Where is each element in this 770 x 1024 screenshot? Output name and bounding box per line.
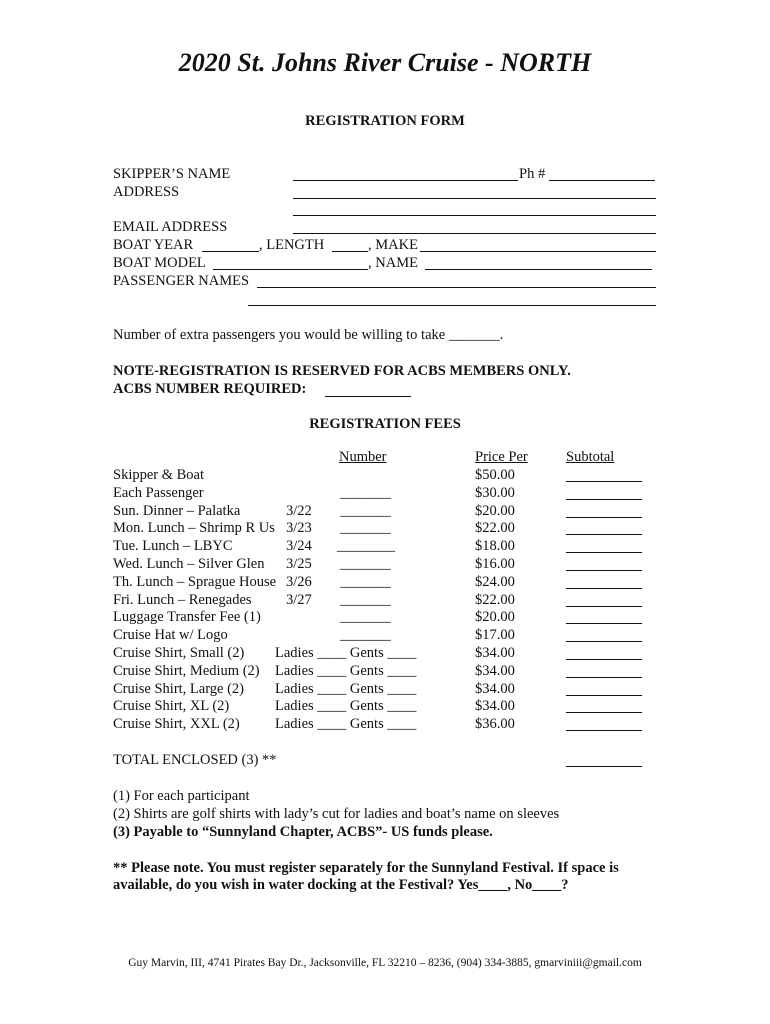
fee-price: $34.00	[475, 645, 515, 661]
fee-price: $34.00	[475, 698, 515, 714]
footnote-3: (3) Payable to “Sunnyland Chapter, ACBS”- US funds please.	[113, 824, 493, 840]
note-members-only: NOTE-REGISTRATION IS RESERVED FOR ACBS MEMBERS ONLY.	[113, 363, 571, 379]
fee-item-label: Mon. Lunch – Shrimp R Us	[113, 520, 275, 536]
fee-price: $20.00	[475, 609, 515, 625]
fee-item-label: Each Passenger	[113, 485, 204, 501]
footnote-1: (1) For each participant	[113, 788, 250, 804]
fee-subtotal-field[interactable]	[566, 534, 642, 535]
fee-number-field[interactable]: _______	[340, 609, 391, 625]
fee-number-field[interactable]: Ladies ____ Gents ____	[275, 681, 417, 697]
fee-number-field[interactable]: _______	[340, 574, 391, 590]
fee-number-field[interactable]: _______	[340, 485, 391, 501]
boat-year-label: BOAT YEAR	[113, 237, 194, 253]
fee-subtotal-field[interactable]	[566, 730, 642, 731]
fee-number-field[interactable]: _______	[340, 503, 391, 519]
fee-subtotal-field[interactable]	[566, 481, 642, 482]
fee-item-date: 3/23	[286, 520, 312, 536]
total-enclosed-field[interactable]	[566, 766, 642, 767]
passenger-names-label: PASSENGER NAMES	[113, 273, 250, 289]
total-enclosed-label: TOTAL ENCLOSED (3) **	[113, 752, 277, 768]
fee-item-label: Fri. Lunch – Renegades	[113, 592, 252, 608]
fee-item-label: Cruise Shirt, XL (2)	[113, 698, 230, 714]
fee-item-label: Th. Lunch – Sprague House	[113, 574, 277, 590]
footnote-2: (2) Shirts are golf shirts with lady’s cut for ladies and boat’s name on sleeves	[113, 806, 560, 822]
phone-field[interactable]	[549, 180, 655, 181]
form-heading: REGISTRATION FORM	[305, 113, 465, 129]
fee-price: $20.00	[475, 503, 515, 519]
fee-subtotal-field[interactable]	[566, 552, 642, 553]
address-field-1[interactable]	[293, 198, 656, 199]
fee-item-label: Cruise Shirt, XXL (2)	[113, 716, 240, 732]
boat-name-field[interactable]	[425, 269, 652, 270]
fee-subtotal-field[interactable]	[566, 695, 642, 696]
address-label: ADDRESS	[113, 184, 180, 200]
fee-number-field[interactable]: Ladies ____ Gents ____	[275, 716, 417, 732]
fee-price: $34.00	[475, 663, 515, 679]
passenger-names-field-1[interactable]	[257, 287, 656, 288]
fee-price: $18.00	[475, 538, 515, 554]
fee-item-date: 3/26	[286, 574, 312, 590]
fee-price: $34.00	[475, 681, 515, 697]
fee-number-field[interactable]: _______	[340, 520, 391, 536]
fee-subtotal-field[interactable]	[566, 517, 642, 518]
fee-number-field[interactable]: Ladies ____ Gents ____	[275, 663, 417, 679]
page-footer: Guy Marvin, III, 4741 Pirates Bay Dr., Jacksonville, FL 32210 – 8236, (904) 334-3885, gmarviniii@gmail.com	[128, 957, 642, 969]
boat-model-field[interactable]	[213, 269, 368, 270]
fee-number-field[interactable]: _______	[340, 556, 391, 572]
fee-price: $30.00	[475, 485, 515, 501]
length-field[interactable]	[332, 251, 368, 252]
passenger-names-field-2[interactable]	[248, 305, 656, 306]
fee-item-date: 3/25	[286, 556, 312, 572]
fee-price: $17.00	[475, 627, 515, 643]
fee-number-field[interactable]: ________	[337, 538, 395, 554]
fee-number-field[interactable]: _______	[340, 592, 391, 608]
boat-model-label: BOAT MODEL	[113, 255, 206, 271]
fee-number-field[interactable]: Ladies ____ Gents ____	[275, 645, 417, 661]
column-number: Number	[339, 449, 387, 465]
fee-item-label: Cruise Shirt, Medium (2)	[113, 663, 260, 679]
fee-subtotal-field[interactable]	[566, 570, 642, 571]
fee-item-label: Luggage Transfer Fee (1)	[113, 609, 261, 625]
fee-subtotal-field[interactable]	[566, 623, 642, 624]
column-price: Price Per	[475, 449, 528, 465]
fee-number-field[interactable]: _______	[340, 627, 391, 643]
fee-item-label: Cruise Shirt, Large (2)	[113, 681, 245, 697]
fee-item-date: 3/27	[286, 592, 312, 608]
fee-subtotal-field[interactable]	[566, 588, 642, 589]
fee-price: $22.00	[475, 520, 515, 536]
skipper-name-field[interactable]	[293, 180, 518, 181]
page-title: 2020 St. Johns River Cruise - NORTH	[178, 48, 592, 77]
boat-name-label: , NAME	[368, 255, 418, 271]
email-field[interactable]	[293, 233, 656, 234]
fee-subtotal-field[interactable]	[566, 641, 642, 642]
festival-note-line-1: ** Please note. You must register separately for the Sunnyland Festival. If space is	[113, 860, 619, 876]
fee-item-label: Cruise Shirt, Small (2)	[113, 645, 245, 661]
fee-item-label: Cruise Hat w/ Logo	[113, 627, 228, 643]
fee-subtotal-field[interactable]	[566, 659, 642, 660]
fee-item-label: Wed. Lunch – Silver Glen	[113, 556, 265, 572]
fee-price: $50.00	[475, 467, 515, 483]
fee-number-field[interactable]: Ladies ____ Gents ____	[275, 698, 417, 714]
fee-price: $22.00	[475, 592, 515, 608]
fee-item-date: 3/24	[286, 538, 312, 554]
fee-price: $36.00	[475, 716, 515, 732]
fee-subtotal-field[interactable]	[566, 606, 642, 607]
acbs-number-label: ACBS NUMBER REQUIRED:	[113, 381, 307, 397]
fee-subtotal-field[interactable]	[566, 499, 642, 500]
fee-subtotal-field[interactable]	[566, 677, 642, 678]
column-subtotal: Subtotal	[566, 449, 615, 465]
fee-price: $24.00	[475, 574, 515, 590]
fee-subtotal-field[interactable]	[566, 712, 642, 713]
fee-item-label: Tue. Lunch – LBYC	[113, 538, 233, 554]
make-label: , MAKE	[368, 237, 418, 253]
fee-item-label: Sun. Dinner – Palatka	[113, 503, 241, 519]
acbs-number-field[interactable]	[325, 396, 411, 397]
festival-note-line-2: available, do you wish in water docking at the Festival? Yes____, No____?	[113, 877, 569, 893]
address-field-2[interactable]	[293, 215, 656, 216]
fees-heading: REGISTRATION FEES	[309, 416, 461, 432]
email-label: EMAIL ADDRESS	[113, 219, 228, 235]
extra-passengers-text: Number of extra passengers you would be willing to take _______.	[113, 327, 504, 343]
boat-year-field[interactable]	[202, 251, 259, 252]
fee-item-label: Skipper & Boat	[113, 467, 205, 483]
phone-label: Ph #	[519, 166, 546, 182]
fee-price: $16.00	[475, 556, 515, 572]
length-label: , LENGTH	[259, 237, 325, 253]
skipper-name-label: SKIPPER’S NAME	[113, 166, 231, 182]
make-field[interactable]	[420, 251, 656, 252]
fee-item-date: 3/22	[286, 503, 312, 519]
